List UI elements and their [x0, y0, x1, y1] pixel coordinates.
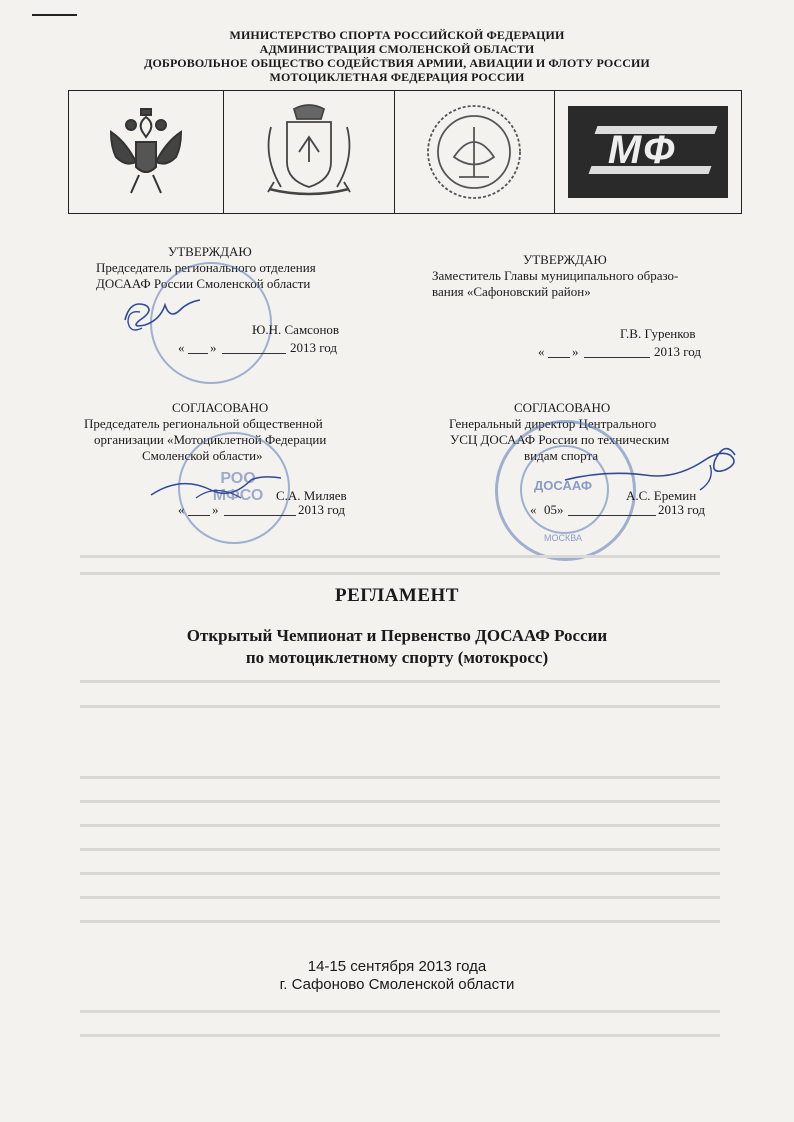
approve-right-name: Г.В. Гуренков — [620, 326, 696, 341]
show-through-line — [80, 680, 720, 683]
agreed-left-position-3: Смоленской области» — [142, 448, 263, 463]
approve-left-month-line — [222, 353, 286, 354]
header-ministry: МИНИСТЕРСТВО СПОРТА РОССИЙСКОЙ ФЕДЕРАЦИИ — [229, 28, 565, 42]
agreed-right-position-3: видам спорта — [524, 448, 599, 463]
agreed-left-position-2: организации «Мотоциклетной Федерации — [94, 432, 327, 447]
agreed-left-stamp-text: РОО МФСО — [212, 470, 264, 504]
mfr-logo-box — [568, 106, 728, 198]
approve-right-date-mid: » — [572, 344, 579, 359]
show-through-line — [80, 776, 720, 779]
approve-right-heading: УТВЕРЖДАЮ — [523, 252, 607, 267]
agreed-right-position-1: Генеральный директор Центрального — [449, 416, 657, 431]
show-through-line — [80, 572, 720, 575]
approve-left-heading: УТВЕРЖДАЮ — [168, 244, 252, 259]
agreed-right-stamp-center: ДОСААФ — [534, 478, 592, 493]
approve-right-year: 2013 год — [654, 344, 701, 359]
approve-right-position-1: Заместитель Главы муниципального образо- — [432, 268, 679, 283]
event-dates: 14-15 сентября 2013 года — [307, 958, 487, 975]
logo-cell-smolensk — [224, 91, 394, 213]
document-title: РЕГЛАМЕНТ — [335, 585, 459, 606]
document-subtitle-2: по мотоциклетному спорту (мотокросс) — [245, 648, 549, 667]
agreed-left-day-line — [188, 515, 210, 516]
agreed-left-heading: СОГЛАСОВАНО — [172, 400, 269, 415]
agreed-left-date-mid: » — [212, 502, 219, 517]
logo-cell-russia — [69, 91, 224, 213]
approve-left-date-mid: » — [210, 340, 217, 355]
approve-right-month-line — [584, 357, 650, 358]
agreed-right-stamp-bottom: МОСКВА — [544, 533, 582, 543]
logo-cell-dosaaf — [395, 91, 555, 213]
show-through-line — [80, 555, 720, 558]
approve-right-position-2: вания «Сафоновский район» — [432, 284, 591, 299]
scan-mark — [32, 14, 77, 16]
approve-right-day-line — [548, 357, 570, 358]
logos-table — [68, 90, 742, 214]
agreed-left-name: С.А. Миляев — [276, 488, 347, 503]
agreed-left-date-open: « — [178, 502, 185, 517]
show-through-line — [80, 824, 720, 827]
agreed-right-heading: СОГЛАСОВАНО — [514, 400, 611, 415]
agreed-right-month-line — [568, 515, 656, 516]
agreed-right-date-day: 05» — [544, 502, 564, 517]
agreed-right-date-open: « — [530, 502, 537, 517]
show-through-line — [80, 705, 720, 708]
approve-left-position-2: ДОСААФ России Смоленской области — [96, 276, 311, 291]
agreed-right-name: А.С. Еремин — [626, 488, 697, 503]
dosaaf-emblem-icon — [419, 97, 529, 207]
show-through-line — [80, 1010, 720, 1013]
approve-right-date-open: « — [538, 344, 545, 359]
agreed-right-position-2: УСЦ ДОСААФ России по техническим — [450, 432, 670, 447]
show-through-line — [80, 800, 720, 803]
approve-left-signature-icon — [120, 290, 210, 340]
show-through-line — [80, 896, 720, 899]
event-place: г. Сафоново Смоленской области — [279, 976, 515, 993]
russia-coat-of-arms-icon — [91, 97, 201, 207]
header-administration: АДМИНИСТРАЦИЯ СМОЛЕНСКОЙ ОБЛАСТИ — [259, 42, 535, 56]
document-subtitle-1: Открытый Чемпионат и Первенство ДОСААФ России — [186, 626, 608, 645]
show-through-line — [80, 920, 720, 923]
show-through-line — [80, 1034, 720, 1037]
header-mfr: МОТОЦИКЛЕТНАЯ ФЕДЕРАЦИЯ РОССИИ — [269, 70, 525, 84]
show-through-line — [80, 872, 720, 875]
mfr-logo-text: МФ — [607, 128, 677, 172]
show-through-line — [80, 848, 720, 851]
smolensk-coat-of-arms-icon — [249, 97, 369, 207]
approve-left-year: 2013 год — [290, 340, 337, 355]
approve-left-date-open: « — [178, 340, 185, 355]
logo-cell-mfr — [555, 91, 741, 213]
agreed-left-position-1: Председатель региональной общественной — [84, 416, 323, 431]
header-dosaaf: ДОБРОВОЛЬНОЕ ОБЩЕСТВО СОДЕЙСТВИЯ АРМИИ, АВИАЦИИ И ФЛОТУ РОССИИ — [144, 56, 650, 70]
approve-left-position-1: Председатель регионального отделения — [96, 260, 316, 275]
approve-left-day-line — [188, 353, 208, 354]
agreed-left-year: 2013 год — [298, 502, 345, 517]
approve-left-name: Ю.Н. Самсонов — [252, 322, 340, 337]
agreed-right-year: 2013 год — [658, 502, 705, 517]
agreed-left-month-line — [224, 515, 296, 516]
